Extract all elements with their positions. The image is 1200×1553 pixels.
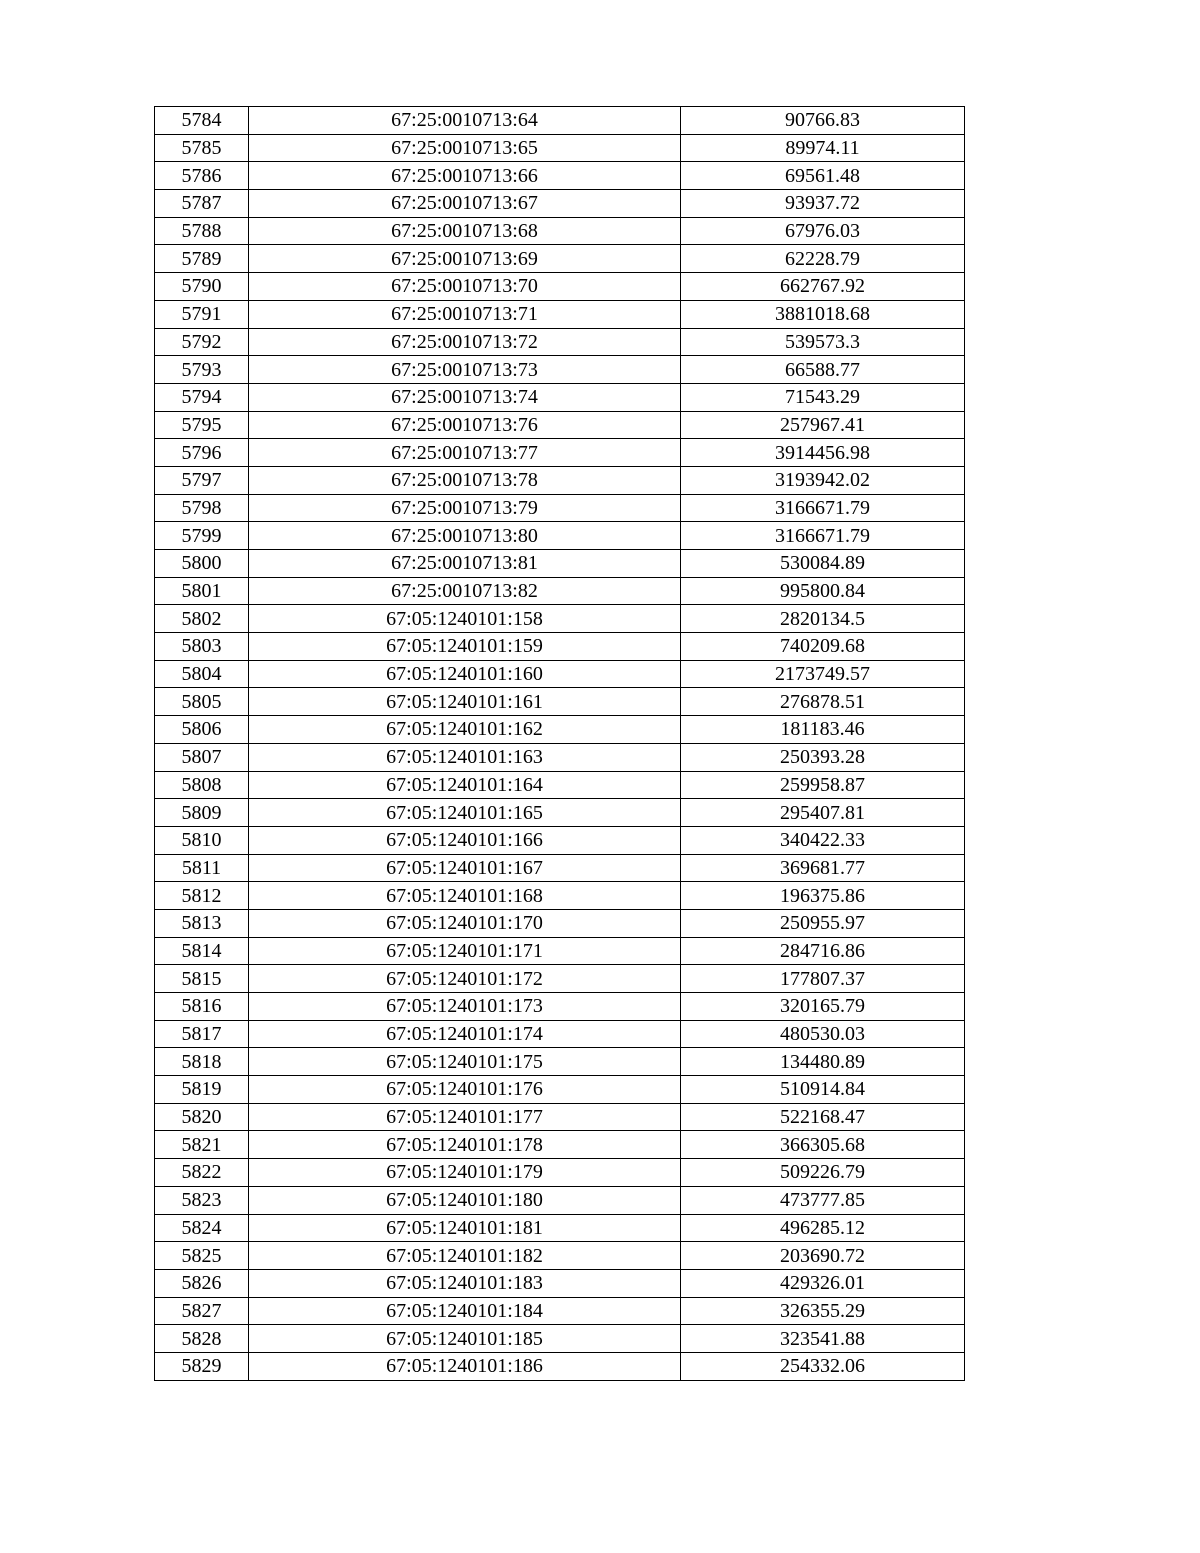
- cadastral-value-cell: 66588.77: [681, 356, 965, 384]
- cadastral-value-cell: 67976.03: [681, 217, 965, 245]
- table-row: [155, 854, 965, 882]
- row-number-cell: 5803: [155, 633, 249, 661]
- table-row: [155, 494, 965, 522]
- cadastral-value-cell: 3881018.68: [681, 300, 965, 328]
- cadastral-value-cell: 323541.88: [681, 1325, 965, 1353]
- cadastral-number-cell: 67:25:0010713:72: [249, 328, 681, 356]
- cadastral-value-cell: 250955.97: [681, 909, 965, 937]
- cadastral-number-cell: 67:05:1240101:168: [249, 882, 681, 910]
- cadastral-number-cell: 67:05:1240101:181: [249, 1214, 681, 1242]
- row-number-cell: 5827: [155, 1297, 249, 1325]
- table-row: [155, 605, 965, 633]
- row-number-cell: 5818: [155, 1048, 249, 1076]
- cadastral-value-cell: 69561.48: [681, 162, 965, 190]
- row-number-cell: 5788: [155, 217, 249, 245]
- table-body: [155, 107, 965, 1381]
- cadastral-number-cell: 67:25:0010713:67: [249, 190, 681, 218]
- row-number-cell: 5792: [155, 328, 249, 356]
- cadastral-number-cell: 67:05:1240101:163: [249, 743, 681, 771]
- cadastral-value-cell: 740209.68: [681, 633, 965, 661]
- cadastral-value-cell: 366305.68: [681, 1131, 965, 1159]
- cadastral-value-cell: 250393.28: [681, 743, 965, 771]
- cadastral-value-cell: 530084.89: [681, 550, 965, 578]
- cadastral-value-cell: 257967.41: [681, 411, 965, 439]
- row-number-cell: 5791: [155, 300, 249, 328]
- cadastral-value-cell: 62228.79: [681, 245, 965, 273]
- table-row: [155, 826, 965, 854]
- row-number-cell: 5823: [155, 1186, 249, 1214]
- cadastral-value-cell: 93937.72: [681, 190, 965, 218]
- table-row: [155, 439, 965, 467]
- cadastral-value-cell: 473777.85: [681, 1186, 965, 1214]
- table-row: [155, 107, 965, 135]
- row-number-cell: 5828: [155, 1325, 249, 1353]
- cadastral-value-cell: 90766.83: [681, 107, 965, 135]
- row-number-cell: 5814: [155, 937, 249, 965]
- row-number-cell: 5820: [155, 1103, 249, 1131]
- cadastral-value-cell: 71543.29: [681, 383, 965, 411]
- cadastral-number-cell: 67:25:0010713:65: [249, 134, 681, 162]
- cadastral-number-cell: 67:25:0010713:71: [249, 300, 681, 328]
- cadastral-number-cell: 67:05:1240101:186: [249, 1352, 681, 1380]
- cadastral-value-cell: 3166671.79: [681, 522, 965, 550]
- row-number-cell: 5785: [155, 134, 249, 162]
- cadastral-value-cell: 480530.03: [681, 1020, 965, 1048]
- row-number-cell: 5825: [155, 1242, 249, 1270]
- cadastral-value-cell: 134480.89: [681, 1048, 965, 1076]
- row-number-cell: 5786: [155, 162, 249, 190]
- cadastral-number-cell: 67:05:1240101:164: [249, 771, 681, 799]
- cadastral-number-cell: 67:05:1240101:182: [249, 1242, 681, 1270]
- cadastral-value-cell: 369681.77: [681, 854, 965, 882]
- table-row: [155, 356, 965, 384]
- row-number-cell: 5808: [155, 771, 249, 799]
- table-row: [155, 993, 965, 1021]
- table-row: [155, 273, 965, 301]
- table-row: [155, 1159, 965, 1187]
- row-number-cell: 5800: [155, 550, 249, 578]
- table-row: [155, 1352, 965, 1380]
- table-row: [155, 688, 965, 716]
- cadastral-number-cell: 67:05:1240101:171: [249, 937, 681, 965]
- table-row: [155, 1214, 965, 1242]
- cadastral-number-cell: 67:25:0010713:64: [249, 107, 681, 135]
- cadastral-value-cell: 3166671.79: [681, 494, 965, 522]
- row-number-cell: 5790: [155, 273, 249, 301]
- cadastral-value-cell: 510914.84: [681, 1076, 965, 1104]
- table-row: [155, 466, 965, 494]
- cadastral-number-cell: 67:05:1240101:174: [249, 1020, 681, 1048]
- cadastral-number-cell: 67:05:1240101:177: [249, 1103, 681, 1131]
- row-number-cell: 5804: [155, 660, 249, 688]
- cadastral-number-cell: 67:25:0010713:69: [249, 245, 681, 273]
- cadastral-number-cell: 67:25:0010713:78: [249, 466, 681, 494]
- table-row: [155, 245, 965, 273]
- row-number-cell: 5796: [155, 439, 249, 467]
- row-number-cell: 5797: [155, 466, 249, 494]
- cadastral-number-cell: 67:25:0010713:68: [249, 217, 681, 245]
- cadastral-number-cell: 67:05:1240101:166: [249, 826, 681, 854]
- cadastral-number-cell: 67:25:0010713:74: [249, 383, 681, 411]
- cadastral-number-cell: 67:25:0010713:81: [249, 550, 681, 578]
- cadastral-number-cell: 67:05:1240101:158: [249, 605, 681, 633]
- table-row: [155, 799, 965, 827]
- row-number-cell: 5784: [155, 107, 249, 135]
- row-number-cell: 5816: [155, 993, 249, 1021]
- table-row: [155, 909, 965, 937]
- cadastral-value-cell: 181183.46: [681, 716, 965, 744]
- table-row: [155, 1048, 965, 1076]
- table-row: [155, 383, 965, 411]
- cadastral-value-cell: 177807.37: [681, 965, 965, 993]
- table-row: [155, 1076, 965, 1104]
- table-row: [155, 1186, 965, 1214]
- row-number-cell: 5801: [155, 577, 249, 605]
- row-number-cell: 5812: [155, 882, 249, 910]
- cadastral-number-cell: 67:05:1240101:160: [249, 660, 681, 688]
- cadastral-number-cell: 67:05:1240101:170: [249, 909, 681, 937]
- cadastral-value-cell: 259958.87: [681, 771, 965, 799]
- row-number-cell: 5794: [155, 383, 249, 411]
- row-number-cell: 5809: [155, 799, 249, 827]
- row-number-cell: 5826: [155, 1269, 249, 1297]
- table-row: [155, 1242, 965, 1270]
- table-row: [155, 965, 965, 993]
- row-number-cell: 5807: [155, 743, 249, 771]
- table-row: [155, 134, 965, 162]
- cadastral-number-cell: 67:05:1240101:162: [249, 716, 681, 744]
- cadastral-number-cell: 67:05:1240101:175: [249, 1048, 681, 1076]
- cadastral-value-cell: 539573.3: [681, 328, 965, 356]
- table-row: [155, 743, 965, 771]
- cadastral-number-cell: 67:05:1240101:173: [249, 993, 681, 1021]
- table-row: [155, 660, 965, 688]
- row-number-cell: 5824: [155, 1214, 249, 1242]
- row-number-cell: 5802: [155, 605, 249, 633]
- cadastral-number-cell: 67:05:1240101:179: [249, 1159, 681, 1187]
- row-number-cell: 5789: [155, 245, 249, 273]
- cadastral-value-cell: 254332.06: [681, 1352, 965, 1380]
- cadastral-value-cell: 2173749.57: [681, 660, 965, 688]
- cadastral-number-cell: 67:25:0010713:76: [249, 411, 681, 439]
- table-row: [155, 300, 965, 328]
- row-number-cell: 5793: [155, 356, 249, 384]
- table-row: [155, 1325, 965, 1353]
- cadastral-number-cell: 67:25:0010713:66: [249, 162, 681, 190]
- cadastral-number-cell: 67:05:1240101:180: [249, 1186, 681, 1214]
- cadastral-value-cell: 203690.72: [681, 1242, 965, 1270]
- cadastral-number-cell: 67:25:0010713:79: [249, 494, 681, 522]
- cadastral-number-cell: 67:25:0010713:73: [249, 356, 681, 384]
- cadastral-number-cell: 67:05:1240101:161: [249, 688, 681, 716]
- cadastral-value-cell: 522168.47: [681, 1103, 965, 1131]
- row-number-cell: 5822: [155, 1159, 249, 1187]
- cadastral-number-cell: 67:05:1240101:159: [249, 633, 681, 661]
- row-number-cell: 5829: [155, 1352, 249, 1380]
- cadastral-number-cell: 67:25:0010713:70: [249, 273, 681, 301]
- cadastral-value-cell: 2820134.5: [681, 605, 965, 633]
- row-number-cell: 5810: [155, 826, 249, 854]
- cadastral-number-cell: 67:05:1240101:165: [249, 799, 681, 827]
- row-number-cell: 5787: [155, 190, 249, 218]
- table-row: [155, 1131, 965, 1159]
- table-row: [155, 1103, 965, 1131]
- table-row: [155, 1297, 965, 1325]
- cadastral-number-cell: 67:25:0010713:80: [249, 522, 681, 550]
- cadastral-value-table: [154, 106, 965, 1381]
- cadastral-value-cell: 496285.12: [681, 1214, 965, 1242]
- row-number-cell: 5798: [155, 494, 249, 522]
- cadastral-value-cell: 196375.86: [681, 882, 965, 910]
- table-row: [155, 771, 965, 799]
- row-number-cell: 5815: [155, 965, 249, 993]
- table-row: [155, 1269, 965, 1297]
- table-row: [155, 162, 965, 190]
- table-row: [155, 190, 965, 218]
- table-row: [155, 577, 965, 605]
- cadastral-number-cell: 67:05:1240101:183: [249, 1269, 681, 1297]
- row-number-cell: 5817: [155, 1020, 249, 1048]
- row-number-cell: 5795: [155, 411, 249, 439]
- table-row: [155, 937, 965, 965]
- row-number-cell: 5819: [155, 1076, 249, 1104]
- cadastral-number-cell: 67:05:1240101:184: [249, 1297, 681, 1325]
- cadastral-value-cell: 326355.29: [681, 1297, 965, 1325]
- cadastral-number-cell: 67:05:1240101:167: [249, 854, 681, 882]
- cadastral-number-cell: 67:05:1240101:185: [249, 1325, 681, 1353]
- table-row: [155, 550, 965, 578]
- row-number-cell: 5821: [155, 1131, 249, 1159]
- row-number-cell: 5811: [155, 854, 249, 882]
- cadastral-value-cell: 340422.33: [681, 826, 965, 854]
- row-number-cell: 5805: [155, 688, 249, 716]
- cadastral-value-cell: 995800.84: [681, 577, 965, 605]
- row-number-cell: 5813: [155, 909, 249, 937]
- cadastral-value-cell: 89974.11: [681, 134, 965, 162]
- cadastral-value-cell: 320165.79: [681, 993, 965, 1021]
- table-row: [155, 217, 965, 245]
- cadastral-number-cell: 67:05:1240101:172: [249, 965, 681, 993]
- table-row: [155, 1020, 965, 1048]
- table-row: [155, 522, 965, 550]
- cadastral-number-cell: 67:05:1240101:176: [249, 1076, 681, 1104]
- table-row: [155, 882, 965, 910]
- cadastral-number-cell: 67:25:0010713:77: [249, 439, 681, 467]
- table-row: [155, 716, 965, 744]
- cadastral-number-cell: 67:25:0010713:82: [249, 577, 681, 605]
- cadastral-value-cell: 509226.79: [681, 1159, 965, 1187]
- cadastral-value-cell: 3914456.98: [681, 439, 965, 467]
- row-number-cell: 5799: [155, 522, 249, 550]
- table-row: [155, 411, 965, 439]
- cadastral-value-cell: 276878.51: [681, 688, 965, 716]
- row-number-cell: 5806: [155, 716, 249, 744]
- table-row: [155, 328, 965, 356]
- cadastral-value-cell: 295407.81: [681, 799, 965, 827]
- table-row: [155, 633, 965, 661]
- cadastral-value-cell: 284716.86: [681, 937, 965, 965]
- cadastral-number-cell: 67:05:1240101:178: [249, 1131, 681, 1159]
- cadastral-value-cell: 3193942.02: [681, 466, 965, 494]
- cadastral-value-cell: 662767.92: [681, 273, 965, 301]
- cadastral-value-cell: 429326.01: [681, 1269, 965, 1297]
